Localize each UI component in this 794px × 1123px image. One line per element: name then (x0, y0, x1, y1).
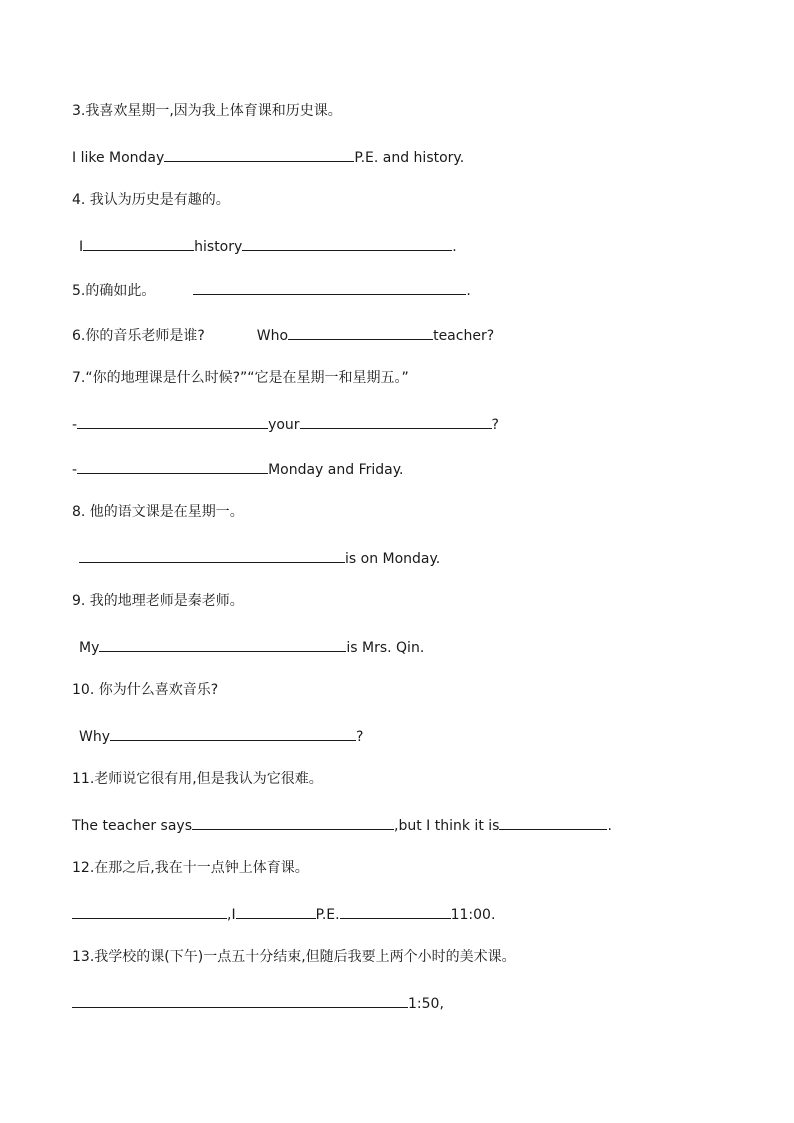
q12-blank-3[interactable] (340, 903, 451, 919)
q3-text-1: I like Monday (72, 150, 165, 166)
q12-blank-2[interactable] (236, 903, 316, 919)
q4-text-1: I (79, 239, 84, 255)
q9-text-2: is Mrs. Qin. (346, 640, 425, 656)
q4-text-2: history (194, 239, 243, 255)
q10-text-2: ? (356, 729, 364, 745)
q11-blank-1[interactable] (192, 814, 394, 830)
q13-blank-1[interactable] (72, 992, 408, 1008)
q12-answer-line (72, 903, 495, 923)
q7-blank-2[interactable] (300, 413, 492, 429)
q4-text-3: . (452, 239, 457, 255)
q11-text-1: The teacher says (72, 818, 193, 834)
q9-answer-line (72, 636, 424, 656)
q6-text-2: teacher? (433, 328, 495, 344)
q8-answer-line (72, 547, 440, 567)
q7-text-tail: Monday and Friday. (268, 462, 404, 478)
q7-blank-1[interactable] (77, 413, 268, 429)
q9-prompt: 9. 我的地理老师是秦老师。 (72, 593, 244, 609)
q6-text-1: Who (256, 328, 289, 344)
q11-text-2: ,but I think it is (394, 818, 500, 834)
q13-prompt: 13.我学校的课(下午)一点五十分结束,但随后我要上两个小时的美术课。 (72, 949, 516, 965)
q3-answer-line (72, 146, 464, 166)
q6-prompt: 6.你的音乐老师是谁? (72, 328, 205, 344)
q10-prompt: 10. 你为什么喜欢音乐? (72, 682, 219, 698)
q5-text-1: . (466, 283, 471, 299)
q12-text-1: ,I (227, 907, 236, 923)
q7-text-q: ? (491, 417, 499, 433)
q7-blank-3[interactable] (77, 458, 268, 474)
q10-text-1: Why (79, 729, 111, 745)
q10-blank-1[interactable] (110, 725, 356, 741)
q7-dash-1: - (72, 417, 78, 433)
q11-prompt: 11.老师说它很有用,但是我认为它很难。 (72, 771, 323, 787)
q7-dash-2: - (72, 462, 78, 478)
q3-blank-1[interactable] (164, 146, 354, 162)
q9-text-1: My (79, 640, 100, 656)
q13-answer-line (72, 992, 444, 1012)
q8-text-1: is on Monday. (345, 551, 441, 567)
q11-blank-2[interactable] (499, 814, 607, 830)
q9-blank-1[interactable] (99, 636, 346, 652)
q11-text-3: . (607, 818, 612, 834)
q8-blank-1[interactable] (79, 547, 345, 563)
q4-answer-line (72, 235, 457, 255)
q3-prompt: 3.我喜欢星期一,因为我上体育课和历史课。 (72, 103, 342, 119)
q5-blank-1[interactable] (193, 279, 466, 295)
q5-line (72, 279, 471, 299)
q11-answer-line (72, 814, 612, 834)
q5-prompt: 5.的确如此。 (72, 283, 156, 299)
q12-blank-1[interactable] (72, 903, 227, 919)
q13-text-1: 1:50, (408, 996, 444, 1012)
q6-blank-1[interactable] (288, 324, 433, 340)
q4-prompt: 4. 我认为历史是有趣的。 (72, 192, 230, 208)
q6-line (72, 324, 494, 344)
q4-blank-2[interactable] (242, 235, 452, 251)
q8-prompt: 8. 他的语文课是在星期一。 (72, 504, 244, 520)
q12-text-3: 11:00. (450, 907, 496, 923)
q10-answer-line (72, 725, 363, 745)
q3-text-2: P.E. and history. (354, 150, 465, 166)
q7-prompt: 7.“你的地理课是什么时候?”“它是在星期一和星期五。” (72, 370, 409, 386)
q7-answer-line-1 (72, 413, 499, 433)
q7-text-your: your (268, 417, 300, 433)
q12-prompt: 12.在那之后,我在十一点钟上体育课。 (72, 860, 309, 876)
q4-blank-1[interactable] (83, 235, 194, 251)
q12-text-2: P.E. (315, 907, 340, 923)
q7-answer-line-2 (72, 458, 403, 478)
